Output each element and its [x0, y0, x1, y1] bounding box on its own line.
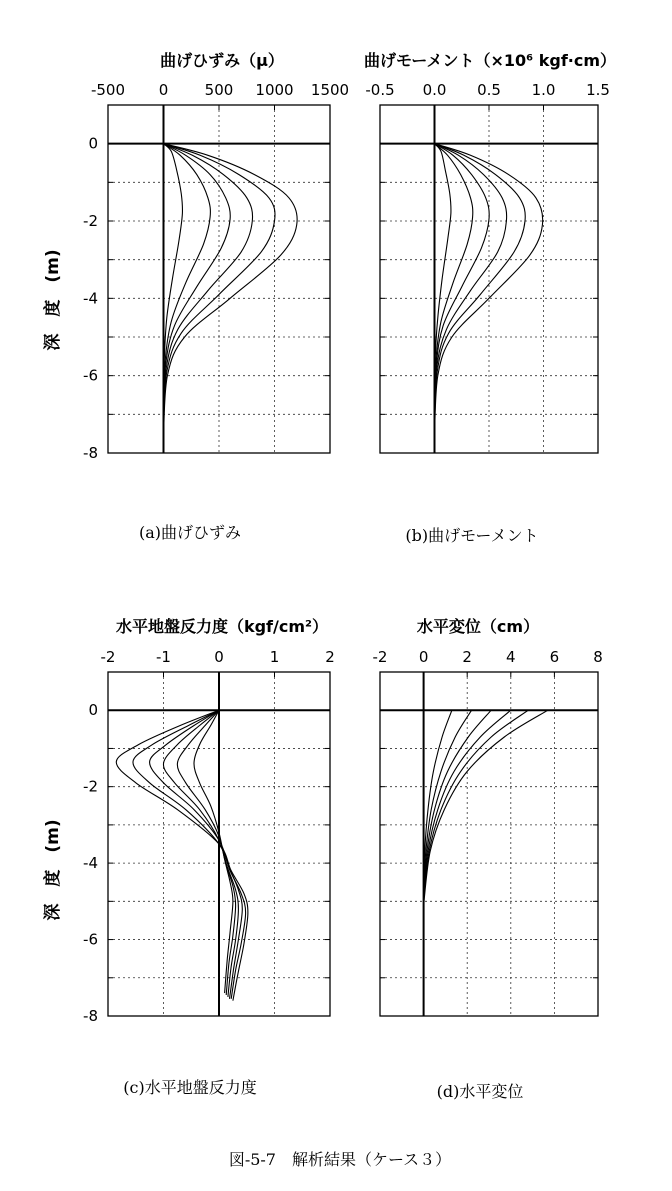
x-tick-label: 0 — [158, 81, 169, 99]
series-line-2 — [177, 710, 235, 995]
x-tick-label: -0.5 — [365, 81, 395, 99]
series-line-4 — [164, 144, 253, 422]
chart-panel-4 — [373, 617, 603, 1101]
x-tick-label: 0.0 — [422, 81, 447, 99]
x-tick-label: -500 — [90, 81, 126, 99]
x-tick-label: 6 — [549, 648, 560, 666]
plot-frame — [380, 672, 598, 1016]
series-line-1 — [194, 710, 233, 993]
x-tick-label: 0 — [214, 648, 224, 666]
y-tick-label: -2 — [83, 212, 98, 230]
x-tick-label: 4 — [506, 648, 516, 666]
chart-title: 曲げひずみ（μ） — [160, 51, 284, 70]
series-line-3 — [164, 144, 231, 415]
y-tick-label: -8 — [83, 444, 98, 462]
y-axis-label: 深 度 (m) — [43, 249, 63, 351]
x-tick-label: 2 — [462, 648, 472, 666]
chart-title: 曲げモーメント（×10⁶ kgf·cm） — [363, 51, 617, 70]
x-tick-label: 8 — [593, 648, 603, 666]
series-line-6 — [164, 144, 298, 438]
x-tick-label: 1 — [269, 648, 280, 666]
y-tick-label: -6 — [83, 366, 98, 385]
y-tick-label: -2 — [83, 777, 98, 796]
chart-panel-2 — [364, 51, 616, 545]
x-tick-label: 1.0 — [531, 81, 556, 99]
y-tick-label: -8 — [83, 1007, 98, 1025]
figure-caption: 図-5-7 解析結果（ケース３） — [228, 1150, 452, 1169]
x-tick-label: -2 — [372, 648, 388, 666]
chart-title: 水平変位（cm） — [416, 617, 540, 636]
series-line-3 — [435, 144, 490, 415]
panel-caption: (c)水平地盤反力度 — [123, 1078, 257, 1097]
series-line-4 — [435, 144, 507, 422]
x-tick-label: 1.5 — [586, 81, 610, 99]
y-tick-label: 0 — [88, 701, 98, 720]
panel-caption: (b)曲げモーメント — [405, 526, 539, 545]
x-tick-label: 500 — [204, 81, 234, 99]
y-axis-label: 深 度 (m) — [43, 819, 63, 921]
series-line-3 — [424, 710, 492, 894]
chart-panel-1 — [42, 51, 349, 542]
x-tick-label: 1000 — [255, 81, 294, 99]
y-tick-label: -4 — [83, 289, 98, 308]
panel-caption: (a)曲げひずみ — [138, 523, 242, 542]
series-line-2 — [435, 144, 473, 407]
chart-panel-3 — [42, 617, 335, 1097]
x-tick-label: -1 — [156, 648, 171, 666]
y-tick-label: -4 — [83, 854, 98, 873]
x-tick-label: 2 — [325, 648, 335, 666]
chart-title: 水平地盤反力度（kgf/cm²） — [115, 617, 329, 636]
series-line-2 — [164, 144, 211, 407]
panel-caption: (d)水平変位 — [436, 1082, 524, 1101]
x-tick-label: 0 — [418, 648, 429, 666]
x-tick-label: 0.5 — [477, 81, 501, 99]
x-tick-label: -2 — [100, 648, 116, 666]
y-tick-label: -6 — [83, 930, 98, 949]
x-tick-label: 1500 — [310, 81, 350, 99]
series-line-3 — [163, 710, 238, 997]
y-tick-label: 0 — [88, 134, 98, 153]
series-line-5 — [133, 710, 246, 999]
